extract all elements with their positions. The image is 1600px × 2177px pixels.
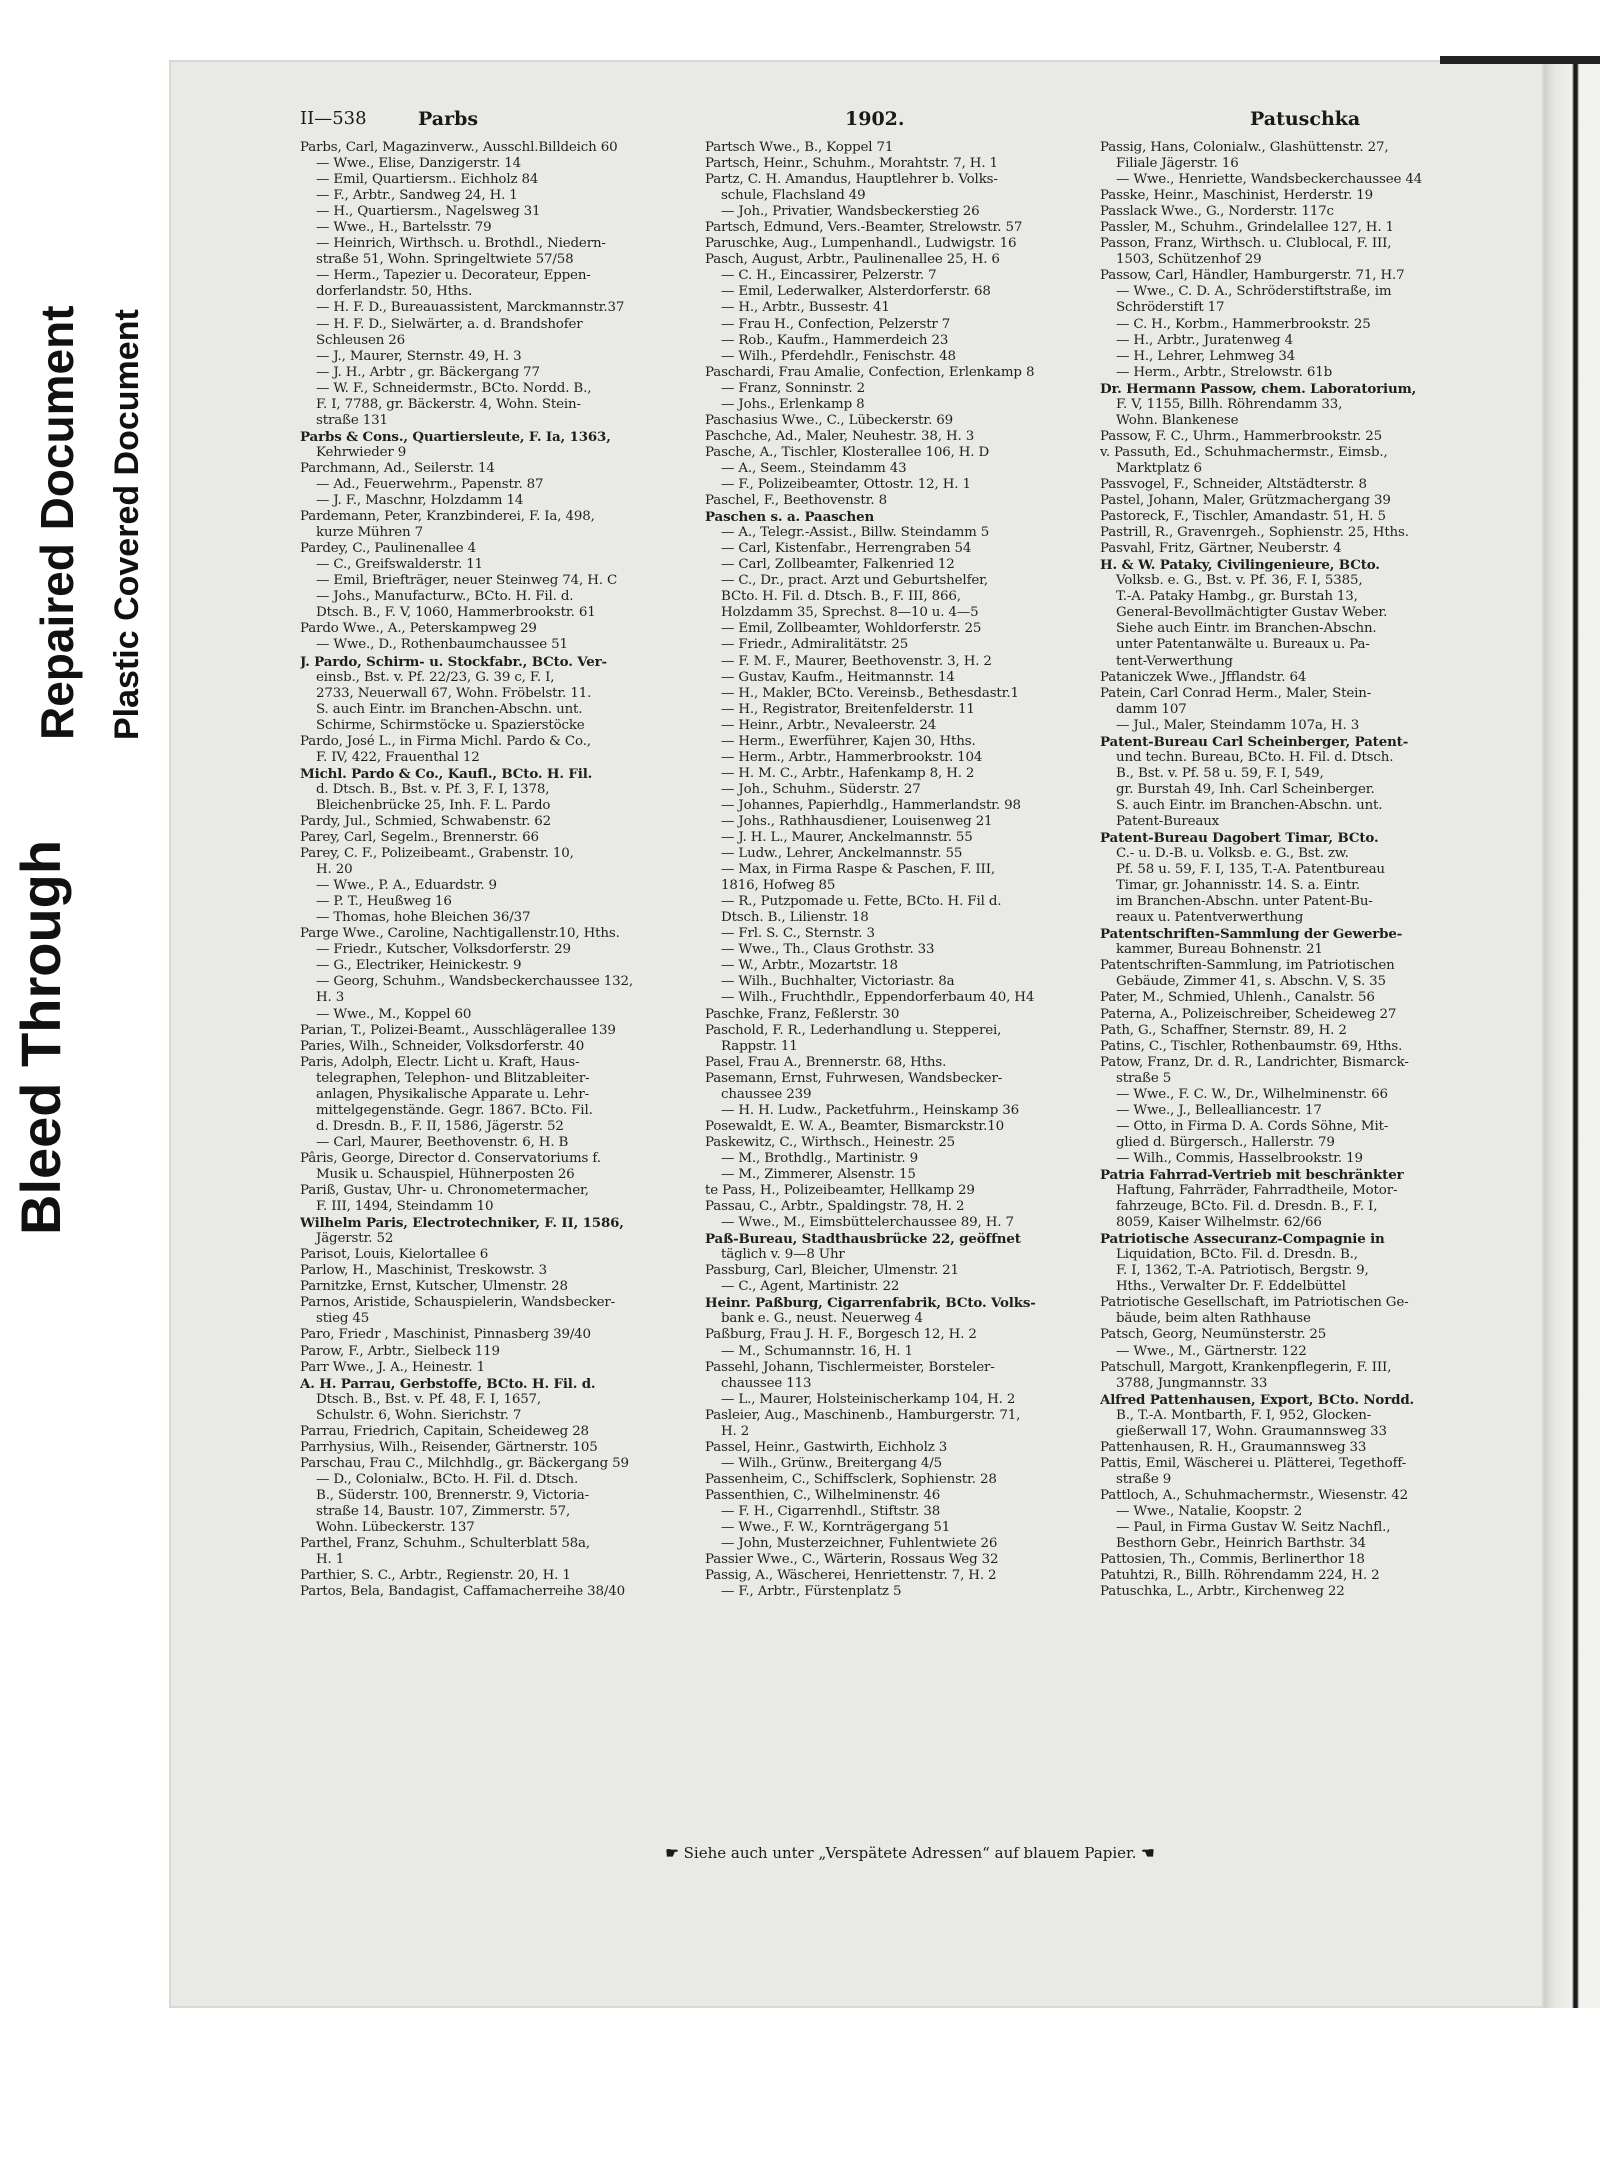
directory-entry: Passon, Franz, Wirthsch. u. Clublocal, F. III, <box>1100 236 1392 252</box>
directory-column-2 <box>705 140 1090 1880</box>
directory-entry: fahrzeuge, BCto. Fil. d. Dresdn. B., F. I, <box>1116 1199 1378 1215</box>
directory-entry: — F., Arbtr., Sandweg 24, H. 1 <box>316 188 518 204</box>
directory-entry: — John, Musterzeichner, Fuhlentwiete 26 <box>721 1536 998 1552</box>
directory-entry: Paß-Bureau, Stadthausbrücke 22, geöffnet <box>705 1231 1021 1248</box>
directory-entry: — F. H., Cigarrenhdl., Stiftstr. 38 <box>721 1503 941 1519</box>
directory-entry: Schröderstift 17 <box>1116 300 1225 316</box>
directory-entry: dorferlandstr. 50, Hths. <box>316 284 473 300</box>
directory-entry: bäude, beim alten Rathhause <box>1116 1311 1311 1327</box>
directory-entry: täglich v. 9—8 Uhr <box>721 1247 845 1263</box>
directory-entry: Pâris, George, Director d. Conservatoriums f. <box>300 1150 601 1166</box>
directory-entry: — Joh., Privatier, Wandsbeckerstieg 26 <box>721 204 980 220</box>
directory-entry: Pasvahl, Fritz, Gärtner, Neuberstr. 4 <box>1100 541 1342 557</box>
directory-entry: F. I, 1362, T.-A. Patriotisch, Bergstr. 9, <box>1116 1263 1369 1279</box>
directory-entry: Volksb. e. G., Bst. v. Pf. 36, F. I, 5385, <box>1116 573 1363 589</box>
directory-entry: — C., Dr., pract. Arzt und Geburtshelfer, <box>721 573 989 589</box>
directory-entry: — Johannes, Papierhdlg., Hammerlandstr. 98 <box>721 797 1021 813</box>
directory-entry: Parbs, Carl, Magazinverw., Ausschl.Billdeich 60 <box>300 140 618 155</box>
directory-entry: — Wwe., M., Eimsbüttelerchaussee 89, H. 7 <box>721 1215 1014 1231</box>
footer-note <box>560 1844 1260 1862</box>
directory-entry: B., Bst. v. Pf. 58 u. 59, F. I, 549, <box>1116 765 1324 781</box>
directory-entry: — H. H. Ludw., Packetfuhrm., Heinskamp 36 <box>721 1102 1020 1118</box>
directory-entry: Passow, Carl, Händler, Hamburgerstr. 71, H.7 <box>1100 268 1405 284</box>
directory-entry: im Branchen-Abschn. unter Patent-Bu- <box>1116 894 1373 910</box>
directory-entry: — Wilh., Grünw., Breitergang 4/5 <box>721 1455 943 1471</box>
directory-entry: BCto. H. Fil. d. Dtsch. B., F. III, 866, <box>721 589 961 605</box>
directory-entry: Parrau, Friedrich, Capitain, Scheideweg 28 <box>300 1423 589 1439</box>
directory-entry: Passier Wwe., C., Wärterin, Rossaus Weg 32 <box>705 1552 999 1568</box>
directory-entry: damm 107 <box>1116 701 1187 717</box>
directory-entry: 1503, Schützenhof 29 <box>1116 252 1262 268</box>
directory-entry: mittelgegenstände. Gegr. 1867. BCto. Fil. <box>316 1102 593 1118</box>
directory-entry: Patuhtzi, R., Billh. Röhrendamm 224, H. 2 <box>1100 1568 1380 1584</box>
directory-entry: Musik u. Schauspiel, Hühnerposten 26 <box>316 1167 575 1182</box>
plastic-covered-label: Plastic Covered Document <box>108 309 146 740</box>
directory-entry: Dtsch. B., F. V, 1060, Hammerbrookstr. 61 <box>316 605 596 621</box>
directory-entry: — M., Brothdlg., Martinistr. 9 <box>721 1150 919 1166</box>
directory-entry: — Herm., Arbtr., Hammerbrookstr. 104 <box>721 749 983 765</box>
directory-entry: T.-A. Pataky Hambg., gr. Burstah 13, <box>1116 589 1358 605</box>
directory-entry: stieg 45 <box>316 1311 370 1327</box>
directory-entry: — J. H., Arbtr , gr. Bäckergang 77 <box>316 364 540 380</box>
directory-entry: — Herm., Arbtr., Strelowstr. 61b <box>1116 364 1333 380</box>
directory-entry: Posewaldt, E. W. A., Beamter, Bismarckstr.10 <box>705 1118 1004 1134</box>
directory-entry: — J. H. L., Maurer, Anckelmannstr. 55 <box>721 830 973 846</box>
directory-entry: Partsch, Edmund, Vers.-Beamter, Strelowstr. 57 <box>705 220 1023 236</box>
directory-entry: — Ad., Feuerwehrm., Papenstr. 87 <box>316 476 544 492</box>
directory-entry: Paschen s. a. Paaschen <box>705 509 875 526</box>
directory-entry: glied d. Bürgersch., Hallerstr. 79 <box>1116 1134 1335 1150</box>
directory-entry: gr. Burstah 49, Inh. Carl Scheinberger. <box>1116 781 1375 797</box>
directory-entry: Dtsch. B., Lilienstr. 18 <box>721 910 869 926</box>
directory-entry: Patein, Carl Conrad Herm., Maler, Stein- <box>1100 685 1372 701</box>
directory-entry: Parchmann, Ad., Seilerstr. 14 <box>300 460 495 476</box>
directory-entry: d. Dresdn. B., F. II, 1586, Jägerstr. 52 <box>316 1118 564 1134</box>
page-header <box>300 108 1415 138</box>
directory-entry: Passke, Heinr., Maschinist, Herderstr. 19 <box>1100 188 1374 204</box>
directory-entry: Pasleier, Aug., Maschinenb., Hamburgerstr. 71, <box>705 1407 1021 1423</box>
directory-entry: — Heinr., Arbtr., Nevaleerstr. 24 <box>721 717 937 733</box>
directory-entry: — Wwe., Henriette, Wandsbeckerchaussee 44 <box>1116 172 1423 188</box>
directory-entry: General-Bevollmächtigter Gustav Weber. <box>1116 605 1388 621</box>
directory-entry: — Georg, Schuhm., Wandsbeckerchaussee 132, <box>316 974 634 990</box>
directory-entry: Partz, C. H. Amandus, Hauptlehrer b. Volks- <box>705 172 998 188</box>
directory-entry: — J. F., Maschnr, Holzdamm 14 <box>316 493 524 509</box>
directory-entry: Parow, F., Arbtr., Sielbeck 119 <box>300 1343 500 1359</box>
directory-entry: Wilhelm Paris, Electrotechniker, F. II, 1586, <box>300 1215 624 1232</box>
directory-entry: — Emil, Quartiersm.. Eichholz 84 <box>316 172 539 188</box>
directory-entry: Paro, Friedr , Maschinist, Pinnasberg 39/40 <box>300 1327 591 1343</box>
directory-entry: — Johs., Rathhausdiener, Louisenweg 21 <box>721 813 993 829</box>
directory-entry: — Johs., Erlenkamp 8 <box>721 396 865 412</box>
directory-entry: bank e. G., neust. Neuerweg 4 <box>721 1311 923 1327</box>
directory-entry: — Friedr., Admiralitätstr. 25 <box>721 637 909 653</box>
directory-entry: straße 9 <box>1116 1471 1172 1487</box>
directory-entry: Parge Wwe., Caroline, Nachtigallenstr.10, Hths. <box>300 926 620 942</box>
directory-entry: — Wwe., Th., Claus Grothstr. 33 <box>721 942 935 958</box>
directory-entry: — Heinrich, Wirthsch. u. Brothdl., Niedern- <box>316 236 606 252</box>
directory-entry: — G., Electriker, Heinickestr. 9 <box>316 958 522 974</box>
directory-entry: — Wwe., Elise, Danzigerstr. 14 <box>316 156 522 172</box>
directory-entry: Michl. Pardo & Co., Kaufl., BCto. H. Fil. <box>300 765 593 782</box>
directory-entry: — Wilh., Commis, Hasselbrookstr. 19 <box>1116 1150 1363 1166</box>
directory-column-3 <box>1100 140 1485 1880</box>
directory-entry: schule, Flachsland 49 <box>721 188 866 204</box>
directory-entry: — H. M. C., Arbtr., Hafenkamp 8, H. 2 <box>721 765 975 781</box>
directory-entry: Hths., Verwalter Dr. F. Eddelbüttel <box>1116 1279 1346 1295</box>
directory-entry: Pater, M., Schmied, Uhlenh., Canalstr. 56 <box>1100 990 1375 1006</box>
directory-entry: — C., Greifswalderstr. 11 <box>316 557 483 573</box>
directory-entry: — Rob., Kaufm., Hammerdeich 23 <box>721 332 949 348</box>
directory-entry: Paschche, Ad., Maler, Neuhestr. 38, H. 3 <box>705 428 975 444</box>
directory-entry: d. Dtsch. B., Bst. v. Pf. 3, F. I, 1378, <box>316 781 550 797</box>
directory-entry: v. Passuth, Ed., Schuhmachermstr., Eimsb., <box>1100 444 1388 460</box>
directory-entry: Jägerstr. 52 <box>316 1231 394 1247</box>
directory-entry: straße 131 <box>316 412 388 428</box>
directory-entry: Patow, Franz, Dr. d. R., Landrichter, Bismarck- <box>1100 1054 1409 1070</box>
directory-entry: Patuschka, L., Arbtr., Kirchenweg 22 <box>1100 1584 1345 1600</box>
directory-entry: — Wwe., F. C. W., Dr., Wilhelminenstr. 66 <box>1116 1086 1388 1102</box>
directory-entry: — Max, in Firma Raspe & Paschen, F. III, <box>721 862 995 878</box>
directory-entry: — Herm., Tapezier u. Decorateur, Eppen- <box>316 268 591 284</box>
directory-entry: — Wilh., Buchhalter, Victoriastr. 8a <box>721 974 955 990</box>
directory-entry: Marktplatz 6 <box>1116 460 1202 476</box>
directory-entry: — J., Maurer, Sternstr. 49, H. 3 <box>316 348 522 364</box>
directory-entry: — Wwe., C. D. A., Schröderstiftstraße, im <box>1116 284 1392 300</box>
directory-entry: Paschel, F., Beethovenstr. 8 <box>705 493 887 509</box>
directory-entry: Pattloch, A., Schuhmachermstr., Wiesenstr. 42 <box>1100 1487 1409 1503</box>
directory-entry: Pattis, Emil, Wäscherei u. Plätterei, Tegethoff- <box>1100 1455 1407 1471</box>
directory-entry: Pf. 58 u. 59, F. I, 135, T.-A. Patentbureau <box>1116 862 1385 878</box>
directory-entry: chaussee 113 <box>721 1375 812 1391</box>
directory-entry: Paschke, Franz, Feßlerstr. 30 <box>705 1006 900 1022</box>
directory-entry: — A., Telegr.-Assist., Billw. Steindamm 5 <box>721 525 990 541</box>
directory-entry: — H., Registrator, Breitenfelderstr. 11 <box>721 701 975 717</box>
directory-entry: Parschau, Frau C., Milchhdlg., gr. Bäckergang 59 <box>300 1455 629 1471</box>
directory-entry: — Paul, in Firma Gustav W. Seitz Nachfl., <box>1116 1520 1391 1536</box>
directory-entry: — Gustav, Kaufm., Heitmannstr. 14 <box>721 669 955 685</box>
directory-entry: Parey, C. F., Polizeibeamt., Grabenstr. 10, <box>300 846 574 862</box>
directory-entry: telegraphen, Telephon- und Blitzableiter- <box>316 1070 590 1086</box>
directory-entry: — Wwe., P. A., Eduardstr. 9 <box>316 878 497 894</box>
directory-entry: Passow, F. C., Uhrm., Hammerbrookstr. 25 <box>1100 428 1382 444</box>
directory-entry: Heinr. Paßburg, Cigarrenfabrik, BCto. Volks- <box>705 1295 1036 1312</box>
directory-entry: reaux u. Patentverwerthung <box>1116 910 1304 926</box>
directory-entry: H. 20 <box>316 862 353 878</box>
directory-entry: Passel, Heinr., Gastwirth, Eichholz 3 <box>705 1439 948 1455</box>
directory-entry: Passburg, Carl, Bleicher, Ulmenstr. 21 <box>705 1263 959 1279</box>
directory-entry: S. auch Eintr. im Branchen-Abschn. unt. <box>1116 797 1383 813</box>
directory-entry: 1816, Hofweg 85 <box>721 878 836 894</box>
directory-entry: — A., Seem., Steindamm 43 <box>721 460 907 476</box>
directory-entry: Paterna, A., Polizeischreiber, Scheideweg 27 <box>1100 1006 1397 1022</box>
directory-entry: — M., Zimmerer, Alsenstr. 15 <box>721 1167 916 1182</box>
directory-entry: Filiale Jägerstr. 16 <box>1116 156 1239 172</box>
directory-entry: gießerwall 17, Wohn. Graumannsweg 33 <box>1116 1423 1387 1439</box>
directory-entry: S. auch Eintr. im Branchen-Abschn. unt. <box>316 701 583 717</box>
directory-entry: — H., Makler, BCto. Vereinsb., Bethesdastr.1 <box>721 685 1019 701</box>
directory-entry: — Frau H., Confection, Pelzerstr 7 <box>721 316 951 332</box>
directory-entry: — R., Putzpomade u. Fette, BCto. H. Fil d. <box>721 894 1002 910</box>
directory-entry: Parnos, Aristide, Schauspielerin, Wandsbecker- <box>300 1295 616 1311</box>
directory-entry: — C. H., Eincassirer, Pelzerstr. 7 <box>721 268 937 284</box>
directory-entry: Wohn. Blankenese <box>1116 412 1239 428</box>
directory-column-1 <box>300 140 685 1880</box>
directory-entry: — Emil, Briefträger, neuer Steinweg 74, H. C <box>316 573 618 589</box>
directory-entry: — Wilh., Fruchthdlr., Eppendorferbaum 40, H4 <box>721 990 1035 1006</box>
directory-entry: Bleichenbrücke 25, Inh. F. L. Pardo <box>316 797 551 813</box>
directory-entry: H. 1 <box>316 1552 345 1568</box>
directory-entry: Pariß, Gustav, Uhr- u. Chronometermacher, <box>300 1183 589 1199</box>
directory-entry: Paruschke, Aug., Lumpenhandl., Ludwigstr. 16 <box>705 236 1017 252</box>
directory-entry: — Otto, in Firma D. A. Cords Söhne, Mit- <box>1116 1118 1389 1134</box>
directory-entry: Dtsch. B., Bst. v. Pf. 48, F. I, 1657, <box>316 1391 542 1407</box>
directory-entry: — W. F., Schneidermstr., BCto. Nordd. B., <box>316 380 592 396</box>
directory-entry: — Emil, Lederwalker, Alsterdorferstr. 68 <box>721 284 991 300</box>
directory-entry: — H., Arbtr., Juratenweg 4 <box>1116 332 1293 348</box>
directory-entry: — D., Colonialw., BCto. H. Fil. d. Dtsch. <box>316 1471 579 1487</box>
directory-entry: — Wwe., J., Bellealliancestr. 17 <box>1116 1102 1322 1118</box>
directory-entry: — Wwe., F. W., Kornträgergang 51 <box>721 1520 951 1536</box>
directory-entry: Wohn. Lübeckerstr. 137 <box>316 1520 475 1536</box>
directory-entry: Pastoreck, F., Tischler, Amandastr. 51, H. 5 <box>1100 509 1386 525</box>
directory-entry: B., Süderstr. 100, Brennerstr. 9, Victoria- <box>316 1487 589 1503</box>
directory-entry: Schulstr. 6, Wohn. Sierichstr. 7 <box>316 1407 522 1423</box>
directory-entry: Passvogel, F., Schneider, Altstädterstr. 8 <box>1100 476 1367 492</box>
pointing-hand-left-icon: ☚ <box>1141 1844 1155 1862</box>
directory-entry: — Herm., Ewerführer, Kajen 30, Hths. <box>721 733 976 749</box>
directory-entry: Pastrill, R., Gravenrgeh., Sophienstr. 25, Hths. <box>1100 525 1409 541</box>
directory-entry: tent-Verwerthung <box>1116 653 1233 669</box>
directory-entry: — F., Polizeibeamter, Ottostr. 12, H. 1 <box>721 476 971 492</box>
directory-entry: Partos, Bela, Bandagist, Caffamacherreihe 38/40 <box>300 1584 625 1600</box>
directory-entry: Timar, gr. Johannisstr. 14. S. a. Eintr. <box>1116 878 1360 894</box>
repaired-document-label: Repaired Document <box>31 305 83 740</box>
directory-entry: — Wwe., Natalie, Koopstr. 2 <box>1116 1503 1303 1519</box>
directory-entry: unter Patentanwälte u. Bureaux u. Pa- <box>1116 637 1370 653</box>
directory-entry: Dr. Hermann Passow, chem. Laboratorium, <box>1100 380 1417 397</box>
directory-entry: Pastel, Johann, Maler, Grützmachergang 39 <box>1100 493 1391 509</box>
directory-entry: Patsch, Georg, Neumünsterstr. 25 <box>1100 1327 1327 1343</box>
directory-entry: Paris, Adolph, Electr. Licht u. Kraft, Haus- <box>300 1054 580 1070</box>
directory-entry: Passig, A., Wäscherei, Henriettenstr. 7, H. 2 <box>705 1568 997 1584</box>
directory-entry: — Emil, Zollbeamter, Wohldorferstr. 25 <box>721 621 982 637</box>
directory-entry: Paschasius Wwe., C., Lübeckerstr. 69 <box>705 412 954 428</box>
directory-entry: chaussee 239 <box>721 1086 812 1102</box>
directory-entry: Gebäude, Zimmer 41, s. Abschn. V, S. 35 <box>1116 974 1386 990</box>
directory-entry: — H., Lehrer, Lehmweg 34 <box>1116 348 1296 364</box>
directory-entry: Parey, Carl, Segelm., Brennerstr. 66 <box>300 830 539 846</box>
directory-entry: Besthorn Gebr., Heinrich Barthstr. 34 <box>1116 1536 1366 1552</box>
directory-entry: Parrhysius, Wilh., Reisender, Gärtnerstr. 105 <box>300 1439 598 1455</box>
directory-entry: Rappstr. 11 <box>721 1038 798 1054</box>
directory-entry: und techn. Bureau, BCto. H. Fil. d. Dtsch. <box>1116 749 1394 765</box>
directory-entry: — Wwe., M., Gärtnerstr. 122 <box>1116 1343 1307 1359</box>
directory-entry: — H. F. D., Bureauassistent, Marckmannstr.37 <box>316 300 625 316</box>
directory-entry: — H., Arbtr., Bussestr. 41 <box>721 300 890 316</box>
directory-entry: Passehl, Johann, Tischlermeister, Borsteler- <box>705 1359 995 1375</box>
directory-entry: anlagen, Physikalische Apparate u. Lehr- <box>316 1086 589 1102</box>
directory-entry: Schirme, Schirmstöcke u. Spazierstöcke <box>316 717 585 733</box>
directory-entry: B., T.-A. Montbarth, F. I, 952, Glocken- <box>1116 1407 1372 1423</box>
directory-entry: Paskewitz, C., Wirthsch., Heinestr. 25 <box>705 1134 955 1150</box>
directory-entry: Pardy, Jul., Schmied, Schwabenstr. 62 <box>300 813 552 829</box>
directory-entry: — Carl, Kistenfabr., Herrengraben 54 <box>721 541 972 557</box>
directory-entry: Patent-Bureau Carl Scheinberger, Patent- <box>1100 733 1409 750</box>
directory-entry: — Thomas, hohe Bleichen 36/37 <box>316 910 531 926</box>
directory-entry: Parbs & Cons., Quartiersleute, F. Ia, 1363, <box>300 428 611 445</box>
directory-entry: 3788, Jungmannstr. 33 <box>1116 1375 1268 1391</box>
header-first-word: Parbs <box>418 108 479 130</box>
directory-entry: — Jul., Maler, Steindamm 107a, H. 3 <box>1116 717 1360 733</box>
directory-entry: — C. H., Korbm., Hammerbrookstr. 25 <box>1116 316 1371 332</box>
directory-entry: — Friedr., Kutscher, Volksdorferstr. 29 <box>316 942 571 958</box>
directory-entry: Paßburg, Frau J. H. F., Borgesch 12, H. 2 <box>705 1327 977 1343</box>
directory-entry: Liquidation, BCto. Fil. d. Dresdn. B., <box>1116 1247 1358 1263</box>
directory-entry: A. H. Parrau, Gerbstoffe, BCto. H. Fil. d. <box>300 1375 596 1392</box>
directory-entry: — Carl, Maurer, Beethovenstr. 6, H. B <box>316 1134 569 1150</box>
directory-entry: Patent-Bureau Dagobert Timar, BCto. <box>1100 830 1379 847</box>
directory-entry: Passenheim, C., Schiffsclerk, Sophienstr. 28 <box>705 1471 997 1487</box>
directory-entry: straße 14, Baustr. 107, Zimmerstr. 57, <box>316 1503 571 1519</box>
directory-entry: — P. T., Heußweg 16 <box>316 894 452 910</box>
directory-entry: Patent-Bureaux <box>1116 813 1220 829</box>
directory-entry: Passlack Wwe., G., Norderstr. 117c <box>1100 204 1334 220</box>
directory-entry: — F. M. F., Maurer, Beethovenstr. 3, H. 2 <box>721 653 992 669</box>
directory-entry: Pattosien, Th., Commis, Berlinerthor 18 <box>1100 1552 1365 1568</box>
directory-entry: — C., Agent, Martinistr. 22 <box>721 1279 900 1295</box>
directory-entry: Patriotische Gesellschaft, im Patriotischen Ge- <box>1100 1295 1409 1311</box>
directory-entry: — Wwe., D., Rothenbaumchaussee 51 <box>316 637 568 653</box>
directory-entry: Patins, C., Tischler, Rothenbaumstr. 69, Hths. <box>1100 1038 1403 1054</box>
directory-entry: Passau, C., Arbtr., Spaldingstr. 78, H. 2 <box>705 1199 965 1215</box>
directory-entry: Paschold, F. R., Lederhandlung u. Stepperei, <box>705 1022 1002 1038</box>
header-last-word: Patuschka <box>1250 108 1361 130</box>
directory-entry: H. & W. Pataky, Civilingenieure, BCto. <box>1100 557 1380 574</box>
directory-entry: Patria Fahrrad-Vertrieb mit beschränkter <box>1100 1167 1404 1183</box>
directory-entry: Parian, T., Polizei-Beamt., Ausschlägerallee 139 <box>300 1022 616 1038</box>
directory-entry: Pardemann, Peter, Kranzbinderei, F. Ia, 498, <box>300 509 595 525</box>
directory-entry: — Frl. S. C., Sternstr. 3 <box>721 926 875 942</box>
directory-entry: Pasemann, Ernst, Fuhrwesen, Wandsbecker- <box>705 1070 1003 1086</box>
directory-entry: Patentschriften-Sammlung der Gewerbe- <box>1100 926 1403 943</box>
directory-entry: — L., Maurer, Holsteinischerkamp 104, H. 2 <box>721 1391 1016 1407</box>
page-number: II—538 <box>300 108 367 129</box>
page-edge <box>1544 60 1600 2008</box>
directory-entry: Kehrwieder 9 <box>316 444 407 460</box>
directory-entry: Parnitzke, Ernst, Kutscher, Ulmenstr. 28 <box>300 1279 568 1295</box>
directory-entry: Partsch Wwe., B., Koppel 71 <box>705 140 894 155</box>
directory-entry: Haftung, Fahrräder, Fahrradtheile, Motor- <box>1116 1183 1398 1199</box>
directory-entry: Passenthien, C., Wilhelminenstr. 46 <box>705 1487 941 1503</box>
directory-entry: Parthel, Franz, Schuhm., Schulterblatt 58a, <box>300 1536 590 1552</box>
directory-entry: Alfred Pattenhausen, Export, BCto. Nordd. <box>1100 1391 1415 1408</box>
directory-entry: Patentschriften-Sammlung, im Patriotischen <box>1100 958 1395 974</box>
directory-entry: 8059, Kaiser Wilhelmstr. 62/66 <box>1116 1215 1322 1231</box>
directory-entry: F. V, 1155, Billh. Röhrendamm 33, <box>1116 396 1343 412</box>
directory-entry: — M., Schumannstr. 16, H. 1 <box>721 1343 913 1359</box>
directory-entry: — W., Arbtr., Mozartstr. 18 <box>721 958 898 974</box>
directory-entry: Passler, M., Schuhm., Grindelallee 127, H. 1 <box>1100 220 1394 236</box>
directory-entry: kammer, Bureau Bohnenstr. 21 <box>1116 942 1323 958</box>
directory-entry: — Wilh., Pferdehdlr., Fenischstr. 48 <box>721 348 956 364</box>
directory-entry: — Ludw., Lehrer, Anckelmannstr. 55 <box>721 846 963 862</box>
directory-entry: Parisot, Louis, Kielortallee 6 <box>300 1247 489 1263</box>
directory-entry: Passig, Hans, Colonialw., Glashüttenstr. 27, <box>1100 140 1389 155</box>
directory-entry: Pasel, Frau A., Brennerstr. 68, Hths. <box>705 1054 947 1070</box>
directory-entry: Pardo, José L., in Firma Michl. Pardo & Co., <box>300 733 591 749</box>
directory-entry: 2733, Neuerwall 67, Wohn. Fröbelstr. 11. <box>316 685 592 701</box>
directory-entry: C.- u. D.-B. u. Volksb. e. G., Bst. zw. <box>1116 846 1349 862</box>
directory-entry: H. 3 <box>316 990 345 1006</box>
page-edge-top <box>1440 56 1600 64</box>
directory-entry: Pattenhausen, R. H., Graumannsweg 33 <box>1100 1439 1367 1455</box>
directory-entry: te Pass, H., Polizeibeamter, Hellkamp 29 <box>705 1183 975 1199</box>
directory-entry: Parr Wwe., J. A., Heinestr. 1 <box>300 1359 485 1375</box>
directory-entry: — Johs., Manufacturw., BCto. H. Fil. d. <box>316 589 574 605</box>
directory-entry: straße 51, Wohn. Springeltwiete 57/58 <box>316 252 574 268</box>
directory-entry: J. Pardo, Schirm- u. Stockfabr., BCto. Ver- <box>300 653 607 670</box>
directory-entry: — H. F. D., Sielwärter, a. d. Brandshofer <box>316 316 583 332</box>
directory-entry: — H., Quartiersm., Nagelsweg 31 <box>316 204 541 220</box>
directory-entry: Paries, Wilh., Schneider, Volksdorferstr. 40 <box>300 1038 585 1054</box>
directory-entry: Partsch, Heinr., Schuhm., Morahtstr. 7, H. 1 <box>705 156 998 172</box>
directory-entry: Paschardi, Frau Amalie, Confection, Erlenkamp 8 <box>705 364 1035 380</box>
directory-entry: Parthier, S. C., Arbtr., Regienstr. 20, H. 1 <box>300 1568 571 1584</box>
directory-entry: Pasch, August, Arbtr., Paulinenallee 25, H. 6 <box>705 252 1000 268</box>
directory-entry: Patschull, Margott, Krankenpflegerin, F. III, <box>1100 1359 1392 1375</box>
directory-entry: einsb., Bst. v. Pf. 22/23, G. 39 c, F. I, <box>316 669 555 685</box>
bleed-through-label: Bleed Through <box>9 839 72 1235</box>
directory-entry: — Wwe., H., Bartelsstr. 79 <box>316 220 492 236</box>
directory-entry: Patriotische Assecuranz-Compagnie in <box>1100 1231 1385 1248</box>
pointing-hand-right-icon: ☛ <box>665 1844 679 1862</box>
directory-entry: — Wwe., M., Koppel 60 <box>316 1006 472 1022</box>
directory-entry: Holzdamm 35, Sprechst. 8—10 u. 4—5 <box>721 605 979 621</box>
directory-entry: Pasche, A., Tischler, Klosterallee 106, H. D <box>705 444 990 460</box>
directory-entry: Path, G., Schaffner, Sternstr. 89, H. 2 <box>1100 1022 1347 1038</box>
directory-entry: Pataniczek Wwe., Jfflandstr. 64 <box>1100 669 1307 685</box>
directory-entry: kurze Mühren 7 <box>316 525 423 541</box>
footer-text: Siehe auch unter „Verspätete Adressen“ auf blauem Papier. <box>683 1844 1137 1862</box>
directory-entry: H. 2 <box>721 1423 750 1439</box>
header-year: 1902. <box>845 108 905 130</box>
directory-entry: F. IV, 422, Frauenthal 12 <box>316 749 480 765</box>
directory-entry: — Franz, Sonninstr. 2 <box>721 380 865 396</box>
directory-entry: Siehe auch Eintr. im Branchen-Abschn. <box>1116 621 1377 637</box>
directory-entry: Schleusen 26 <box>316 332 406 348</box>
directory-entry: Pardey, C., Paulinenallee 4 <box>300 541 477 557</box>
directory-entry: — F., Arbtr., Fürstenplatz 5 <box>721 1584 902 1600</box>
directory-entry: Parlow, H., Maschinist, Treskowstr. 3 <box>300 1263 548 1279</box>
directory-entry: — Joh., Schuhm., Süderstr. 27 <box>721 781 921 797</box>
directory-entry: Pardo Wwe., A., Peterskampweg 29 <box>300 621 537 637</box>
directory-entry: F. III, 1494, Steindamm 10 <box>316 1199 494 1215</box>
directory-entry: straße 5 <box>1116 1070 1172 1086</box>
directory-entry: — Carl, Zollbeamter, Falkenried 12 <box>721 557 955 573</box>
directory-entry: F. I, 7788, gr. Bäckerstr. 4, Wohn. Stein- <box>316 396 581 412</box>
